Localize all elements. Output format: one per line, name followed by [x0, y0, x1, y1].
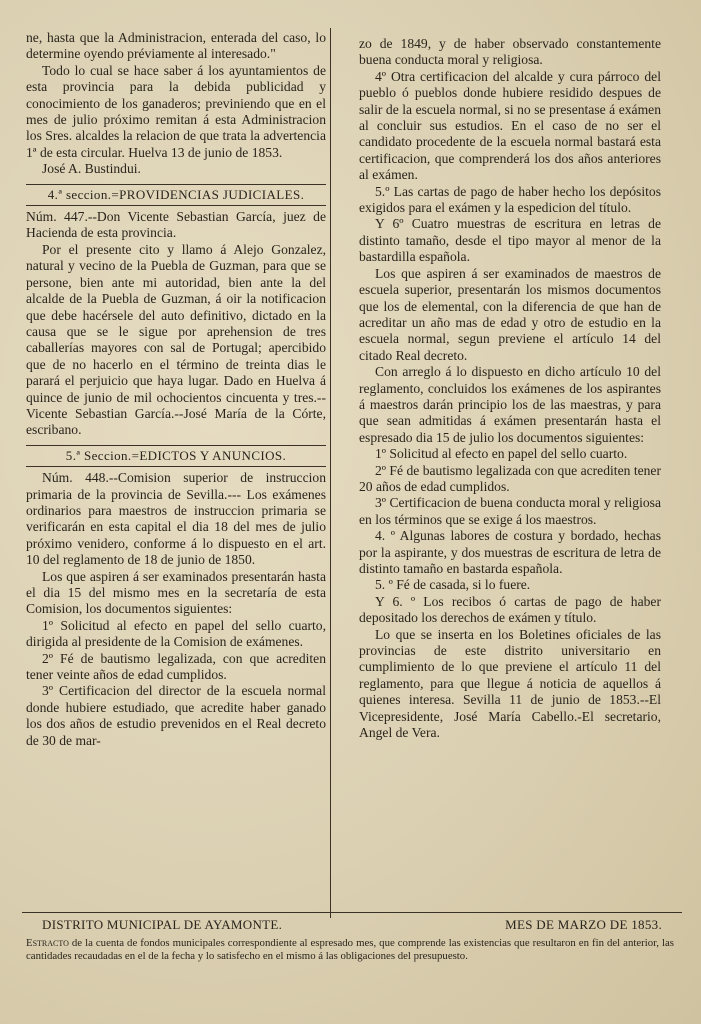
extract-text: de la cuenta de fondos municipales correspondiente al espresado mes, que comprende las existencias que resultaron en fin del anterior, las cantidades recaudadas en el de la fecha y lo satisfecho en el mismo á las obligaciones del presupuesto. — [26, 937, 674, 962]
bottom-titles — [22, 913, 682, 935]
list-item: 4º Otra certificacion del alcalde y cura párroco del pueblo ó pueblos donde hubiere residido despues de salir de la escuela normal, si no se presentase á exámen al concluir sus estudios. En el caso de no ser el candidato procedente de la escuela normal bastará esta certificacion, que comprenderá los dos años anteriores al exámen. — [359, 68, 661, 183]
section-heading-edictos: 5.ª Seccion.=EDICTOS Y ANUNCIOS. — [26, 445, 326, 467]
bottom-section — [22, 912, 682, 963]
list-item: 1º Solicitud al efecto en papel del sello cuarto. — [375, 446, 628, 462]
signature: José A. Bustindui. — [42, 161, 141, 177]
list-item: 2º Fé de bautismo legalizada con que acrediten tener 20 años de edad cumplidos. — [359, 462, 661, 494]
left-column — [26, 30, 326, 749]
paragraph: Los que aspiren á ser examinados de maestros de escuela superior, presentarán los mismos documentos que los de elemental, con la diferencia de que han de acreditar un año mas de edad y otro de estudio en la escuela normal, segun previene el artículo 14 del citado Real decreto. — [359, 265, 661, 363]
paragraph: zo de 1849, y de haber observado constantemente buena conducta moral y religiosa. — [359, 36, 661, 68]
paragraph: Los que aspiren á ser examinados presentarán hasta el dia 15 del mismo mes en la secretaría de esta Comision, los documentos siguientes: — [26, 568, 326, 617]
extract-paragraph — [22, 935, 682, 963]
month-title: MES DE MARZO DE 1853. — [505, 917, 662, 932]
paragraph: Lo que se inserta en los Boletines oficiales de las provincias de este distrito universitario en cumplimiento de lo que previene el artículo 11 del reglamento, para que llegue á noticia de aquellos á quienes interesa. Sevilla 11 de junio de 1853.--El Vicepresidente, José María Cabello.-El secretario, Angel de Vera. — [359, 626, 661, 741]
notice-heading: Núm. 447.--Don Vicente Sebastian García, juez de Hacienda de esta provincia. — [26, 209, 326, 241]
list-item: 4. º Algunas labores de costura y bordado, hechas por la aspirante, y dos muestras de escritura de letra de distinto tamaño en bastarda española. — [359, 528, 661, 576]
list-item: Y 6º Cuatro muestras de escritura en letras de distinto tamaño, desde el tipo mayor al menor de la bastardilla española. — [359, 216, 661, 265]
list-item: 3º Certificacion de buena conducta moral y religiosa en los términos que se exige á los maestros. — [359, 495, 661, 527]
list-item: Y 6. º Los recibos ó cartas de pago de haber depositado los derechos de exámen y título. — [359, 593, 661, 626]
paragraph: ne, hasta que la Administracion, enterada del caso, lo determine oyendo préviamente al interesado." — [26, 30, 326, 62]
right-column — [359, 36, 661, 741]
list-item: 1º Solicitud al efecto en papel del sello cuarto, dirigida al presidente de la Comision de exámenes. — [26, 617, 326, 650]
column-divider — [330, 28, 331, 918]
section-heading-providencias: 4.ª seccion.=PROVIDENCIAS JUDICIALES. — [26, 184, 326, 206]
paragraph: Núm. 448.--Comision superior de instruccion primaria de la provincia de Sevilla.--- Los exámenes ordinarios para maestros de instruccion primaria se verificarán en esta capital el dia 18 del mes de julio próximo venidero, conforme á lo dispuesto en el art. 10 del reglamento de 18 de junio de 1850. — [26, 470, 326, 568]
extract-lead: Estracto — [26, 937, 69, 949]
list-item: 3º Certificacion del director de la escuela normal donde hubiere estudiado, que acredite haber ganado los dos años de estudio prevenidos en el Real decreto de 30 de mar- — [26, 683, 326, 748]
list-item: 2º Fé de bautismo legalizada, con que acrediten tener veinte años de edad cumplidos. — [26, 650, 326, 683]
district-title: DISTRITO MUNICIPAL DE AYAMONTE. — [42, 917, 283, 932]
paragraph: Por el presente cito y llamo á Alejo Gonzalez, natural y vecino de la Puebla de Guzman, para que se persone, bien ante mi autoridad, bien ante la del alcalde de la Puebla de Guzman, á oir la notificacion que debe hacérsele del auto definitivo, dictado en la causa que se le sigue por aprehension de tres caballerías mayores con sal de Portugal; apercibido que de no hacerlo en el término de treinta dias le parará el perjuicio que haya lugar. Dado en Huelva á quince de junio de mil ochocientos cincuenta y tres.--Vicente Sebastian García.--José María de la Córte, escribano. — [26, 241, 326, 438]
list-item: 5. º Fé de casada, si lo fuere. — [375, 577, 531, 593]
list-item: 5.º Las cartas de pago de haber hecho los depósitos exigidos para el exámen y la espedicion del título. — [359, 183, 661, 216]
paragraph: Todo lo cual se hace saber á los ayuntamientos de esta provincia para la debida publicidad y conocimiento de los ganaderos; previniendo que en el mes de julio próximo remitan á esta Administracion los Sres. alcaldes la relacion de que trata la advertencia 1ª de esta circular. Huelva 13 de junio de 1853. — [26, 62, 326, 160]
paragraph: Con arreglo á lo dispuesto en dicho artículo 10 del reglamento, concluidos los exámenes de los aspirantes á maestros darán principio los de las maestras, y para que sean admitidas á exámen presentarán hasta el espresado dia 15 de julio los documentos siguientes: — [359, 364, 661, 445]
